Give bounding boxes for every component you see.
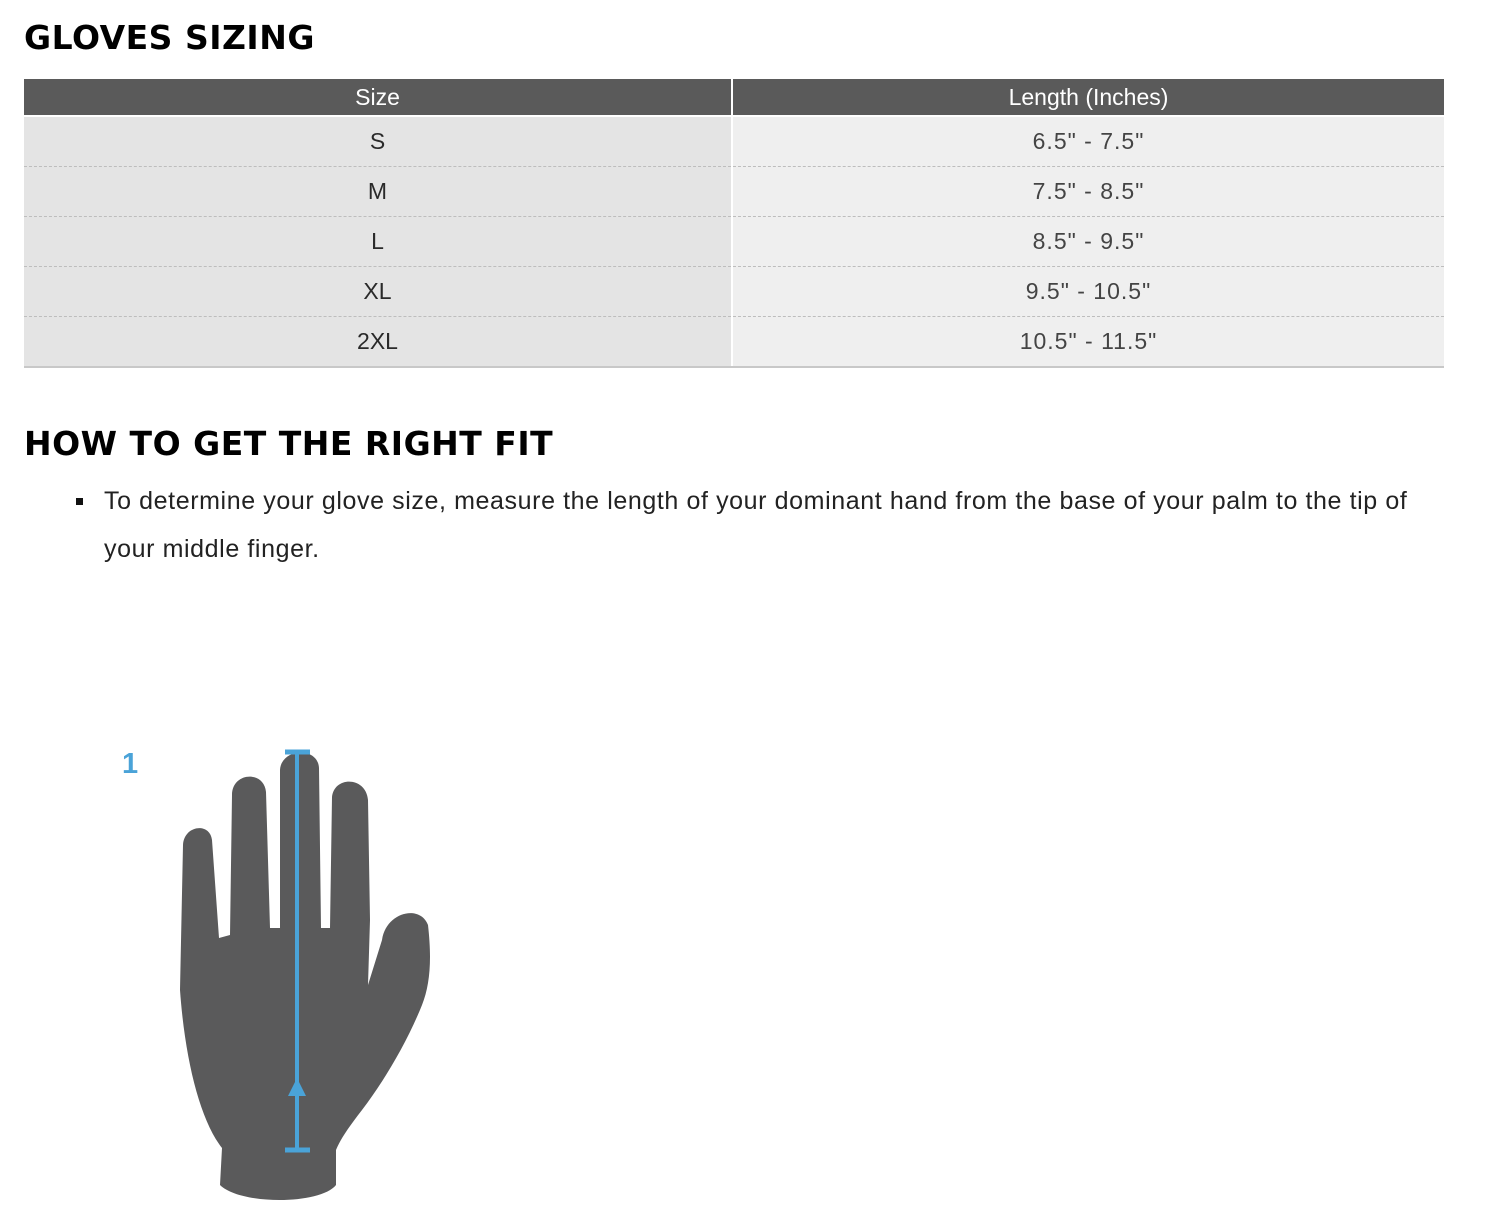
length-cell: 9.5" - 10.5" [732,267,1444,317]
step-number-label: 1 [122,748,139,780]
right-fit-title: HOW TO GET THE RIGHT FIT [24,424,554,463]
size-cell: M [24,167,732,217]
instruction-text: To determine your glove size, measure the length of your dominant hand from the base of your palm to the tip of your middle finger. [104,487,1408,563]
size-cell: XL [24,267,732,317]
bullet-icon [76,498,83,505]
table-row [24,317,1444,368]
table-row [24,217,1444,267]
length-cell: 10.5" - 11.5" [732,317,1444,368]
fit-instructions-list [68,477,1428,573]
column-header-size: Size [24,79,732,116]
length-cell: 7.5" - 8.5" [732,167,1444,217]
length-cell: 8.5" - 9.5" [732,217,1444,267]
size-cell: L [24,217,732,267]
length-cell: 6.5" - 7.5" [732,116,1444,167]
table-row [24,116,1444,167]
hand-silhouette [180,752,430,1200]
list-item [68,477,1428,573]
table-header-row [24,79,1444,116]
gloves-sizing-title: GLOVES SIZING [24,18,315,57]
size-cell: S [24,116,732,167]
hand-measure-icon [110,745,440,1210]
column-header-length: Length (Inches) [732,79,1444,116]
size-cell: 2XL [24,317,732,368]
table-row [24,167,1444,217]
table-row [24,267,1444,317]
size-chart-table [24,79,1444,368]
